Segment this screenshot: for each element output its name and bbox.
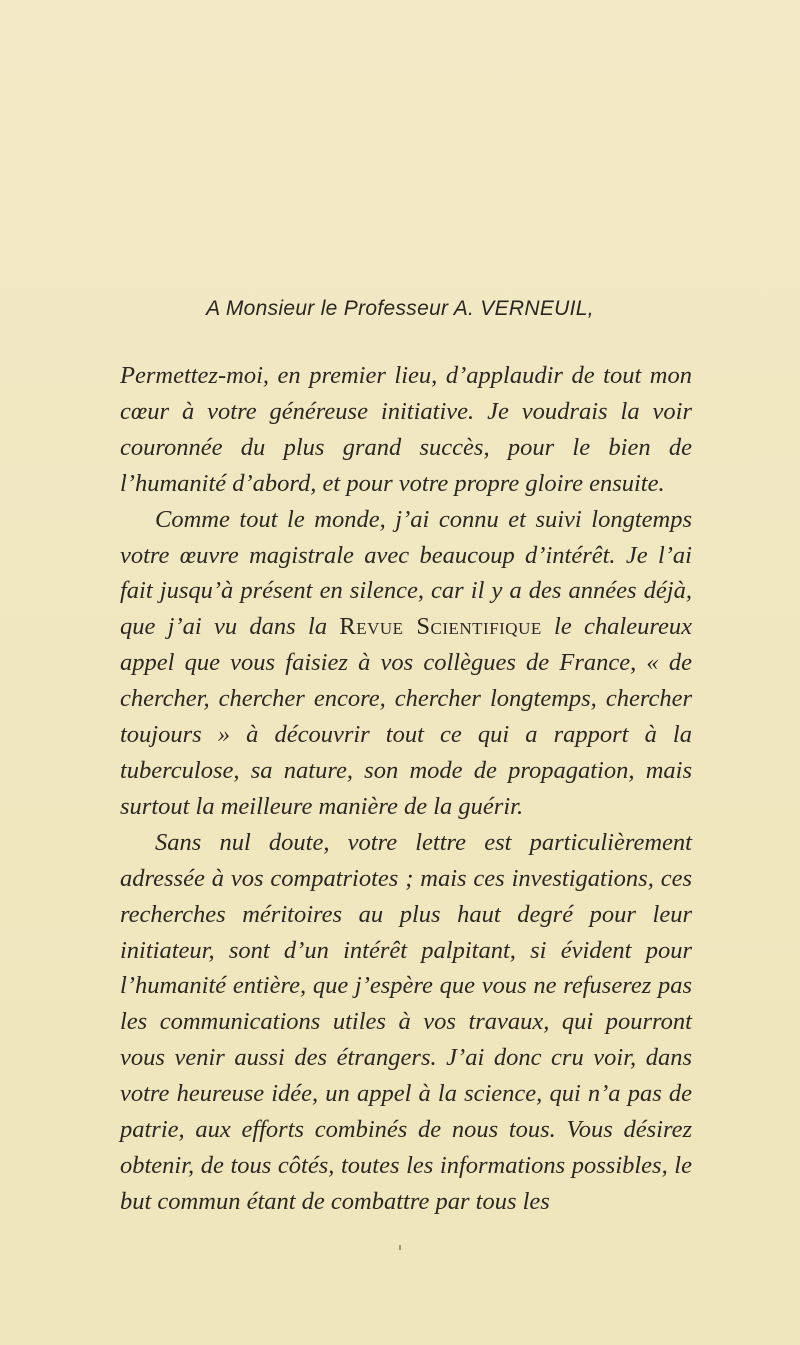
paragraph-2-before: Comme tout le monde, j’ai connu et suivi longtemps votre œuvre magistrale avec beaucoup d’intérêt. Je l’ai fait jusqu’à présent en silence, car il y a des années déjà, que j’ai vu dans la (120, 505, 692, 641)
paragraph-1: Permettez-moi, en premier lieu, d’applaudir de tout mon cœur à votre généreuse initiative. Je voudrais la voir couronnée du plus grand succès, pour le bien de l’humanité d’abord, et pour votre propre gloire ensuite. (120, 362, 692, 497)
paragraph-2-after: le chaleureux appel que vous faisiez à vos collègues de France, « de chercher, chercher encore, chercher longtemps, chercher toujours » à découvrir tout ce qui a rapport à la tuberculose, sa nature, son mode de propagation, mais surtout la meilleure manière de la guérir. (120, 613, 692, 820)
letter-body (120, 358, 692, 1220)
letter-salutation: A Monsieur le Professeur A. VERNEUIL, (206, 297, 594, 320)
paragraph-3: Sans nul doute, votre lettre est particulièrement adressée à vos compatriotes ; mais ces investigations, ces recherches méritoires au plus haut degré pour leur initiateur, sont d’un intérêt palpitant, si évident pour l’humanité entière, que j’espère que vous ne refuserez pas les communications utiles à vos travaux, qui pourront vous venir aussi des étrangers. J’ai donc cru voir, dans votre heureuse idée, un appel à la science, qui n’a pas de patrie, aux efforts combinés de nous tous. Vous désirez obtenir, de tous côtés, toutes les informations possibles, le but commun étant de combattre par tous les (120, 828, 692, 1215)
journal-name: Revue Scientifique (339, 613, 542, 641)
print-mark (399, 1245, 401, 1250)
paragraph-2 (120, 502, 692, 825)
